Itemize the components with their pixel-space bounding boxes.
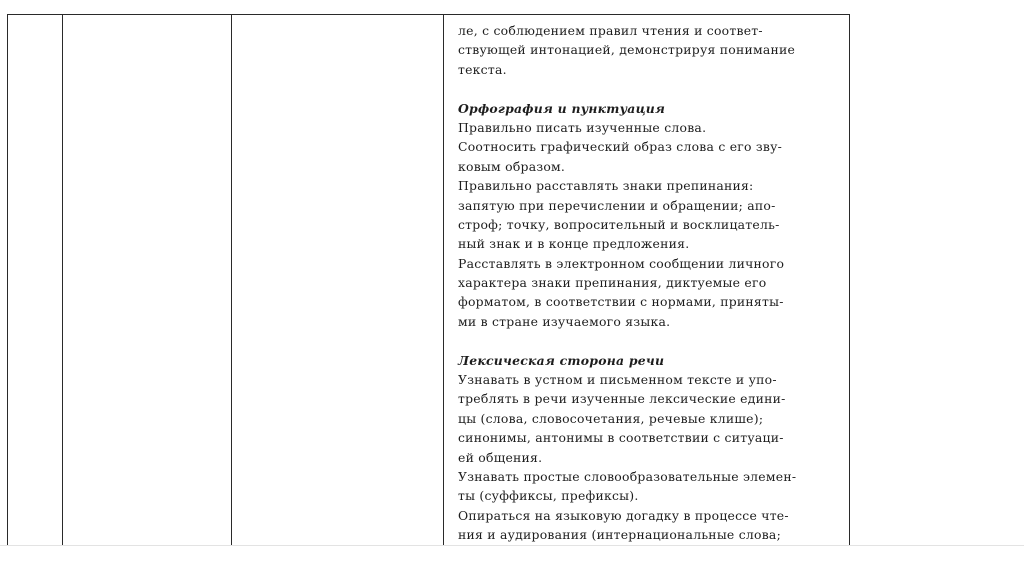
text-line: Правильно писать изученные слова.: [458, 119, 707, 135]
text-line: форматом, в соответствии с нормами, приняты-: [458, 294, 784, 310]
text-line: текста.: [458, 61, 507, 77]
cell-text-content: [444, 15, 849, 545]
text-line: Правильно расставлять знаки препинания:: [458, 178, 754, 194]
curriculum-table: [7, 14, 850, 546]
text-line: запятую при перечислении и обращении; апо-: [458, 197, 776, 213]
text-line: Соотносить графический образ слова с его зву-: [458, 139, 783, 155]
table-row: [8, 15, 850, 546]
text-line: треблять в речи изученные лексические едини-: [458, 391, 786, 407]
text-line: ковым образом.: [458, 158, 566, 174]
table-cell-2: [63, 15, 232, 546]
paragraph-gap: [458, 331, 839, 350]
text-line: Узнавать в устном и письменном тексте и упо-: [458, 372, 777, 388]
table-cell-4: [444, 15, 850, 546]
bottom-divider: [0, 545, 1024, 546]
text-line: ле, с соблюдением правил чтения и соответ-: [458, 23, 763, 38]
text-line: ми в стране изучаемого языка.: [458, 313, 671, 329]
text-line: Расставлять в электронном сообщении личного: [458, 255, 785, 271]
table-cell-3: [232, 15, 444, 546]
text-line: строф; точку, вопросительный и восклицатель-: [458, 216, 780, 232]
text-line: ния и аудирования (интернациональные слова;: [458, 527, 781, 543]
table-cell-1: [8, 15, 63, 546]
section-heading-lexical: Лексическая сторона речи: [458, 352, 665, 368]
text-line: Узнавать простые словообразовательные элемен-: [458, 468, 797, 484]
text-line: Опираться на языковую догадку в процессе чте-: [458, 507, 789, 523]
text-line: ствующей интонацией, демонстрируя понимание: [458, 42, 796, 58]
text-line: характера знаки препинания, диктуемые его: [458, 275, 767, 291]
paragraph-gap: [458, 79, 839, 98]
text-line: ей общения.: [458, 449, 543, 465]
section-heading-orthography: Орфография и пунктуация: [458, 100, 666, 116]
text-line: ный знак и в конце предложения.: [458, 236, 690, 252]
text-line: синонимы, антонимы в соответствии с ситуаци-: [458, 430, 784, 446]
text-line: цы (слова, словосочетания, речевые клише);: [458, 410, 764, 426]
text-line: ты (суффиксы, префиксы).: [458, 488, 639, 504]
